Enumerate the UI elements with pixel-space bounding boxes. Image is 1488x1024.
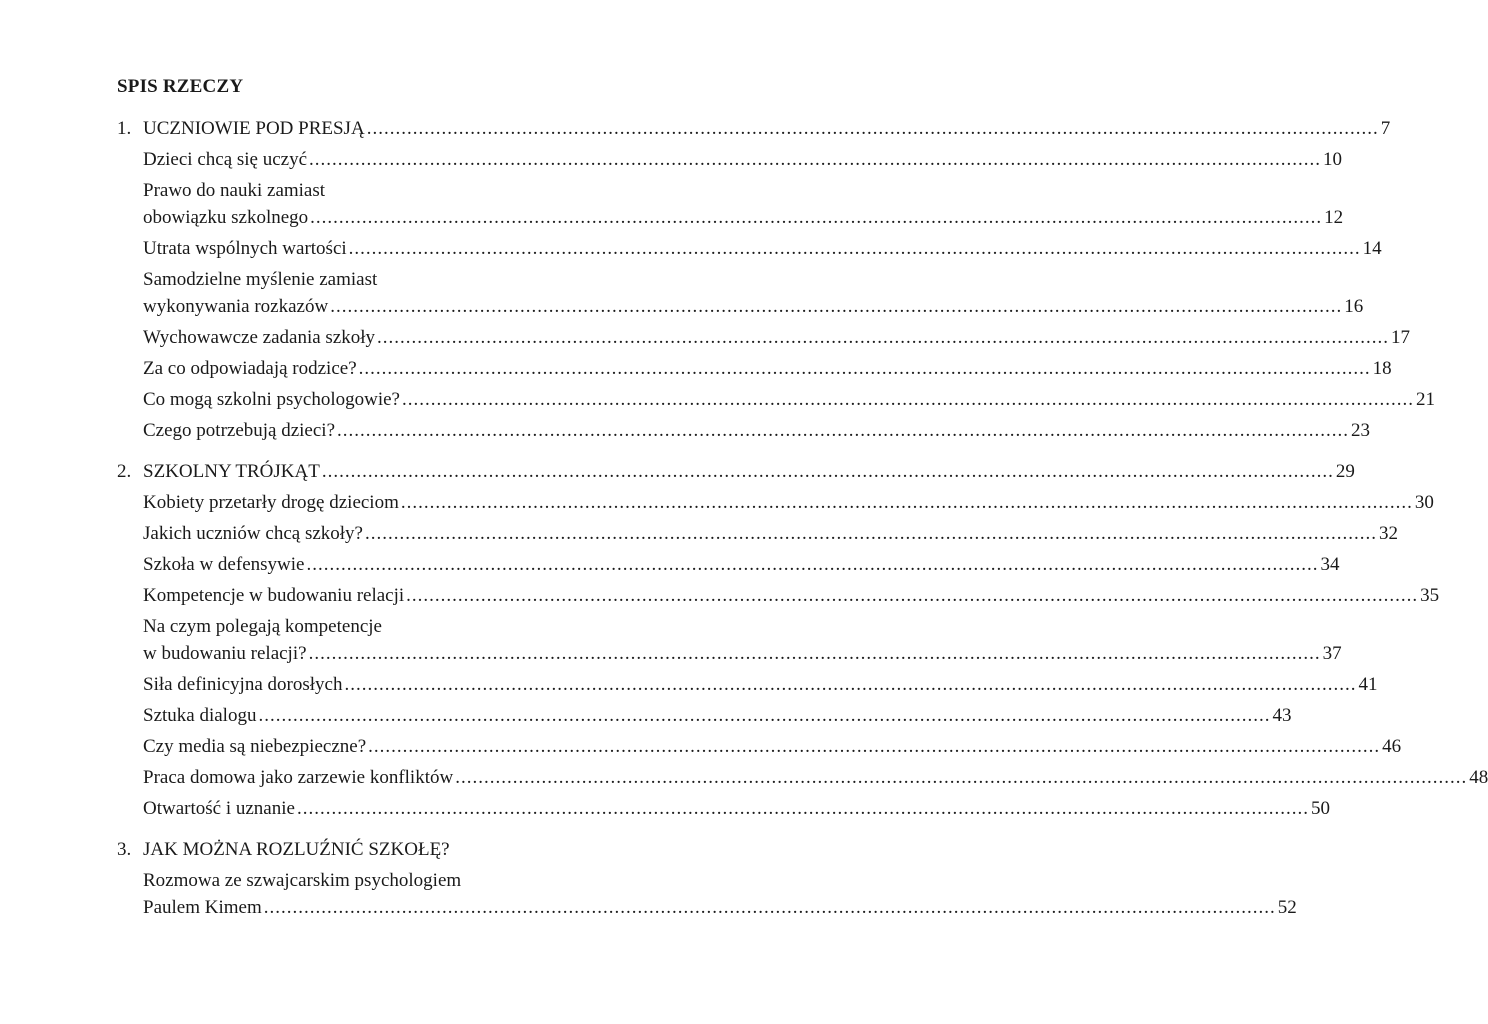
toc-entry — [117, 549, 1340, 580]
page-number: 29 — [1335, 461, 1355, 482]
chapter-heading — [117, 113, 1391, 144]
page-number: 43 — [1272, 705, 1292, 726]
toc-entry-line — [143, 549, 1339, 580]
toc-entry-label: Czy media są niebezpieczne? — [143, 736, 367, 757]
toc-entry-text — [143, 177, 1343, 231]
toc-entry-text — [143, 353, 1392, 384]
toc-entry-text — [143, 867, 1297, 921]
toc-entry-line — [143, 793, 1330, 824]
toc-entry — [117, 415, 1371, 446]
toc-entry-line — [143, 700, 1291, 731]
dot-leader — [264, 894, 1276, 921]
toc-entry-line — [143, 293, 1363, 320]
toc-entry-line — [143, 580, 1439, 611]
dot-leader — [349, 233, 1361, 264]
toc-entry-label-line: Na czym polegają kompetencje — [143, 616, 382, 637]
chapter-number: 3. — [117, 839, 132, 860]
toc-entry-line — [143, 233, 1382, 264]
toc-entry — [117, 487, 1434, 518]
dot-leader — [455, 762, 1467, 793]
page-number: 21 — [1416, 389, 1435, 410]
toc-entry-line — [143, 384, 1435, 415]
toc-entry-label: Utrata wspólnych wartości — [143, 238, 347, 259]
toc-entry-label: obowiązku szkolnego — [143, 207, 309, 228]
toc-entry-text — [143, 518, 1398, 549]
toc-entry-text — [143, 384, 1435, 415]
toc-entry-text — [143, 487, 1434, 518]
chapter-title-label: JAK MOŻNA ROZLUŹNIĆ SZKOŁĘ? — [143, 839, 450, 860]
toc-title: SPIS RZECZY — [117, 76, 244, 97]
dot-leader — [402, 384, 1414, 415]
toc-entry — [117, 865, 1297, 923]
toc-entry-text — [143, 415, 1370, 446]
toc-entry-label: Czego potrzebują dzieci? — [143, 420, 336, 441]
toc-entry-text — [143, 669, 1377, 700]
page-number: 34 — [1320, 554, 1340, 575]
toc-entry-line — [143, 731, 1401, 762]
toc-entry-label-line: Samodzielne myślenie zamiast — [143, 269, 378, 290]
dot-leader — [310, 204, 1322, 231]
toc-entry-label-line: Prawo do nauki zamiast — [143, 180, 326, 201]
toc-list — [117, 113, 1488, 933]
toc-entry — [117, 264, 1364, 322]
dot-leader — [359, 353, 1371, 384]
chapter-entry — [143, 834, 549, 865]
toc-entry-text — [143, 266, 1363, 320]
toc-entry-label: Praca domowa jako zarzewie konfliktów — [143, 767, 454, 788]
dot-leader — [337, 415, 1349, 446]
page-number: 48 — [1469, 767, 1488, 788]
toc-entry-label: Sztuka dialogu — [143, 705, 257, 726]
toc-entry-label: Jakich uczniów chcą szkoły? — [143, 523, 363, 544]
dot-leader — [406, 580, 1418, 611]
toc-entry-line — [143, 144, 1342, 175]
toc-entry-label: Otwartość i uznanie — [143, 798, 295, 819]
toc-entry-label: Kobiety przetarły drogę dzieciom — [143, 492, 399, 513]
toc-entry-label: Co mogą szkolni psychologowie? — [143, 389, 400, 410]
toc-entry — [117, 384, 1435, 415]
page-number: 32 — [1379, 523, 1398, 544]
toc-entry-text — [143, 580, 1439, 611]
toc-entry-text — [143, 233, 1382, 264]
page-number: 17 — [1391, 327, 1411, 348]
toc-entry-text — [143, 700, 1291, 731]
toc-entry — [117, 731, 1402, 762]
dot-leader — [297, 793, 1309, 824]
toc-entry — [117, 580, 1440, 611]
toc-entry-line — [143, 487, 1434, 518]
page-number: 46 — [1382, 736, 1402, 757]
chapter-number: 2. — [117, 461, 132, 482]
toc-entry-line — [143, 518, 1398, 549]
toc-entry-label: Paulem Kimem — [143, 897, 262, 918]
toc-entry-text — [143, 793, 1330, 824]
dot-leader — [368, 731, 1380, 762]
chapter-number: 1. — [117, 118, 132, 139]
page-number: 23 — [1351, 420, 1371, 441]
toc-entry — [117, 322, 1411, 353]
chapter-block — [117, 113, 1435, 446]
dot-leader — [309, 144, 1321, 175]
toc-entry-label: Dzieci chcą się uczyć — [143, 149, 308, 170]
toc-entry — [117, 233, 1382, 264]
page-number: 12 — [1324, 207, 1344, 228]
dot-leader — [322, 456, 1334, 487]
page-number: 16 — [1344, 296, 1364, 317]
dot-leader — [377, 322, 1389, 353]
toc-entry-label-line: Rozmowa ze szwajcarskim psychologiem — [143, 870, 462, 891]
toc-entry-line — [143, 669, 1377, 700]
toc-entry-line — [143, 762, 1488, 793]
page-number: 10 — [1323, 149, 1343, 170]
chapter-title-label: SZKOLNY TRÓJKĄT — [143, 461, 320, 482]
toc-entry — [117, 762, 1488, 793]
page-number: 50 — [1310, 798, 1330, 819]
chapter-title-label: UCZNIOWIE POD PRESJĄ — [143, 118, 365, 139]
chapter-block — [117, 456, 1488, 824]
toc-entry-label: Kompetencje w budowaniu relacji — [143, 585, 405, 606]
toc-entry — [117, 518, 1398, 549]
page-number: 14 — [1362, 238, 1382, 259]
toc-entry-label: w budowaniu relacji? — [143, 643, 307, 664]
toc-entry-label: Szkoła w defensywie — [143, 554, 305, 575]
page-number: 7 — [1380, 118, 1391, 139]
toc-entry — [117, 669, 1378, 700]
chapter-heading — [117, 456, 1355, 487]
toc-entry — [117, 175, 1344, 233]
toc-entry-label: Siła definicyjna dorosłych — [143, 674, 343, 695]
toc-entry-text — [143, 144, 1342, 175]
page-number: 52 — [1277, 897, 1297, 918]
toc-entry-text — [143, 322, 1410, 353]
chapter-heading — [117, 834, 549, 865]
page-number: 37 — [1322, 643, 1342, 664]
page-number: 18 — [1372, 358, 1392, 379]
dot-leader — [344, 669, 1356, 700]
dot-leader — [365, 518, 1377, 549]
chapter-title-line — [143, 834, 549, 865]
toc-entry — [117, 353, 1392, 384]
chapter-title-line — [143, 113, 1390, 144]
toc-entry-line — [143, 322, 1410, 353]
toc-entry-text — [143, 762, 1488, 793]
toc-entry-line — [143, 415, 1370, 446]
page-number: 30 — [1414, 492, 1434, 513]
dot-leader — [401, 487, 1413, 518]
chapter-entry — [143, 113, 1390, 144]
dot-leader — [306, 549, 1318, 580]
toc-entry-text — [143, 549, 1339, 580]
toc-entry-text — [143, 731, 1401, 762]
toc-entry-line — [143, 640, 1342, 667]
dot-leader — [330, 293, 1342, 320]
toc-entry-label: wykonywania rozkazów — [143, 296, 329, 317]
page-number: 41 — [1358, 674, 1378, 695]
dot-leader — [309, 640, 1321, 667]
chapter-title-line — [143, 456, 1355, 487]
toc-entry — [117, 611, 1342, 669]
toc-entry — [117, 700, 1292, 731]
toc-entry — [117, 793, 1330, 824]
toc-entry-line — [143, 353, 1392, 384]
toc-entry-line — [143, 204, 1343, 231]
toc-entry — [117, 144, 1343, 175]
dot-leader — [367, 113, 1379, 144]
page-number: 35 — [1420, 585, 1440, 606]
dot-leader — [258, 700, 1270, 731]
toc-entry-line — [143, 894, 1297, 921]
toc-entry-label: Wychowawcze zadania szkoły — [143, 327, 376, 348]
toc-entry-label: Za co odpowiadają rodzice? — [143, 358, 357, 379]
chapter-block — [117, 834, 1297, 923]
chapter-entry — [143, 456, 1355, 487]
toc-entry-text — [143, 613, 1342, 667]
